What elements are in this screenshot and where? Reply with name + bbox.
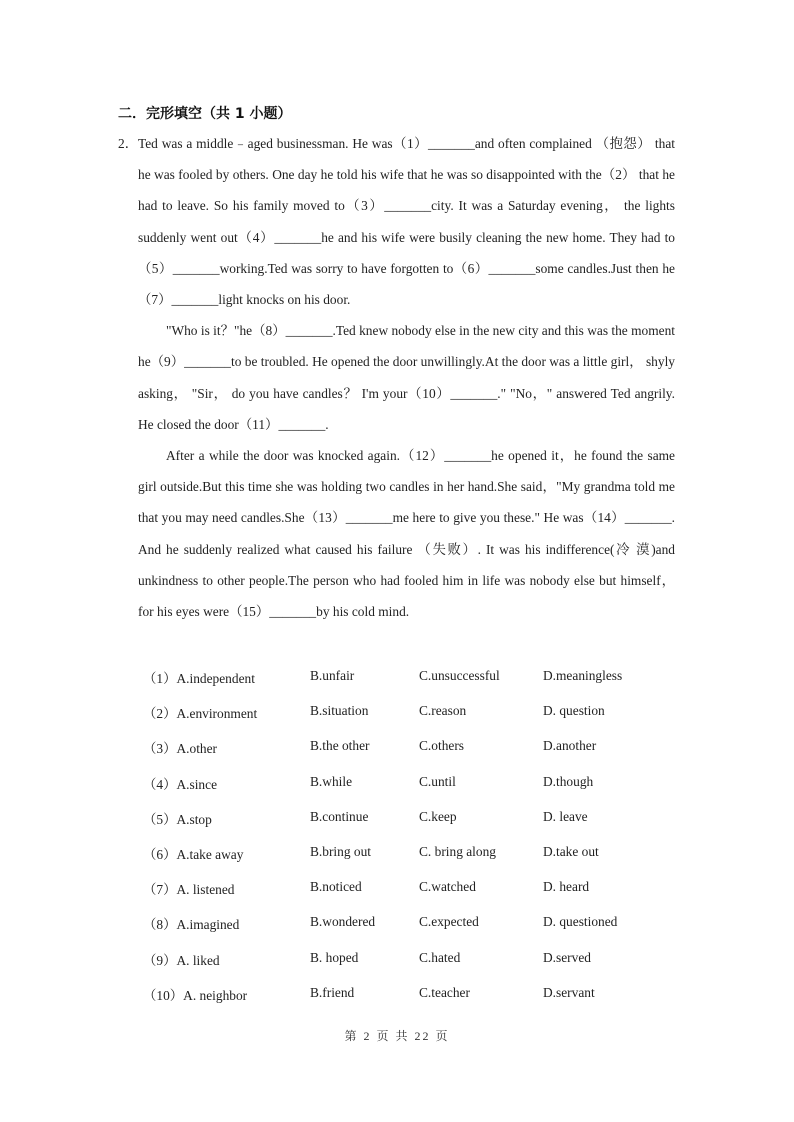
passage-paragraph-1 xyxy=(118,128,675,315)
option-d: D.another xyxy=(543,738,597,754)
option-b: B. hoped xyxy=(310,949,359,965)
option-c: C.keep xyxy=(419,808,457,824)
page-footer: 第 2 页 共 22 页 xyxy=(344,1029,450,1043)
option-a: （10）A. neighbor xyxy=(143,987,248,1003)
option-b: B.the other xyxy=(310,738,370,754)
option-a: （5）A.stop xyxy=(143,811,212,827)
option-c: C.hated xyxy=(419,949,461,965)
option-a: （2）A.environment xyxy=(143,706,258,722)
option-c: C.reason xyxy=(419,703,467,719)
option-row xyxy=(143,871,703,906)
passage-paragraph-2: "Who is it？"he（8）_______.Ted knew nobody else in the new city and this was the moment he（9）_______to be troubled. He opened the door unwillingly.At the door was a little girl， shyly asking， "Sir， do you have candles？ I'm your（10）_______." "No，" answered Ted angrily. He closed the door（11）_______. xyxy=(138,323,675,432)
option-c: C. bring along xyxy=(419,843,496,859)
option-b: B.continue xyxy=(310,808,369,824)
option-a: （3）A.other xyxy=(143,741,218,757)
question-number: 2． xyxy=(118,136,139,151)
option-row xyxy=(143,660,703,695)
option-row xyxy=(143,801,703,836)
option-b: B.wondered xyxy=(310,914,376,930)
option-d: D. leave xyxy=(543,808,588,824)
option-b: B.situation xyxy=(310,703,369,719)
option-b: B.noticed xyxy=(310,879,362,895)
option-a: （7）A. listened xyxy=(143,882,235,898)
option-row xyxy=(143,977,703,1012)
option-d: D. questioned xyxy=(543,914,618,930)
option-row xyxy=(143,906,703,941)
option-d: D.take out xyxy=(543,843,599,859)
option-b: B.bring out xyxy=(310,843,372,859)
answer-options xyxy=(143,660,703,1012)
passage-paragraph-3: After a while the door was knocked again.（12）_______he opened it，he found the same girl outside.But this time she was holding two candles in her hand.She said，"My grandma told me that you may need candles.She（13）_______me here to give you these." He was（14）_______. And he suddenly realized what caused his failure （失败）. It was his indifference(冷 漠)and unkindness to other people.The person who had fooled him in life was nobody else but himself， for his eyes were（15）_______by his cold mind. xyxy=(138,448,675,620)
cloze-passage xyxy=(118,128,675,627)
option-a: （4）A.since xyxy=(143,776,218,792)
option-c: C.expected xyxy=(419,914,479,930)
option-c: C.unsuccessful xyxy=(419,668,500,683)
option-d: D. question xyxy=(543,703,605,719)
option-c: C.until xyxy=(419,773,456,789)
option-c: C.teacher xyxy=(419,984,470,1000)
option-d: D.servant xyxy=(543,984,595,1000)
option-a: （8）A.imagined xyxy=(143,917,240,933)
option-row xyxy=(143,942,703,977)
option-c: C.watched xyxy=(419,879,476,895)
option-a: （9）A. liked xyxy=(143,952,220,968)
option-d: D.meaningless xyxy=(543,668,623,683)
option-d: D. heard xyxy=(543,879,590,895)
option-a: （6）A.take away xyxy=(143,846,244,862)
option-a: （1）A.independent xyxy=(143,671,255,686)
paragraph-text: Ted was a middle﹣aged businessman. He was（1）_______and often complained （抱怨） that he was fooled by others. One day he told his wife that he was so disappointed with the（2） that he had to leave. So his family moved to（3）_______city. It was a Saturday evening， the lights suddenly went out（4）_______he and his wife were busily cleaning the new home. They had to（5）_______working.Ted was sorry to have forgotten to（6）_______some candles.Just then he（7）_______light knocks on his door. xyxy=(138,136,675,308)
section-title: 二．完形填空（共 1 小题） xyxy=(118,106,292,122)
option-row xyxy=(143,836,703,871)
option-row xyxy=(143,766,703,801)
option-c: C.others xyxy=(419,738,465,754)
option-row xyxy=(143,695,703,730)
option-d: D.though xyxy=(543,773,594,789)
option-b: B.while xyxy=(310,773,353,789)
option-b: B.friend xyxy=(310,984,355,1000)
option-row xyxy=(143,730,703,765)
option-b: B.unfair xyxy=(310,668,355,683)
option-d: D.served xyxy=(543,949,591,965)
